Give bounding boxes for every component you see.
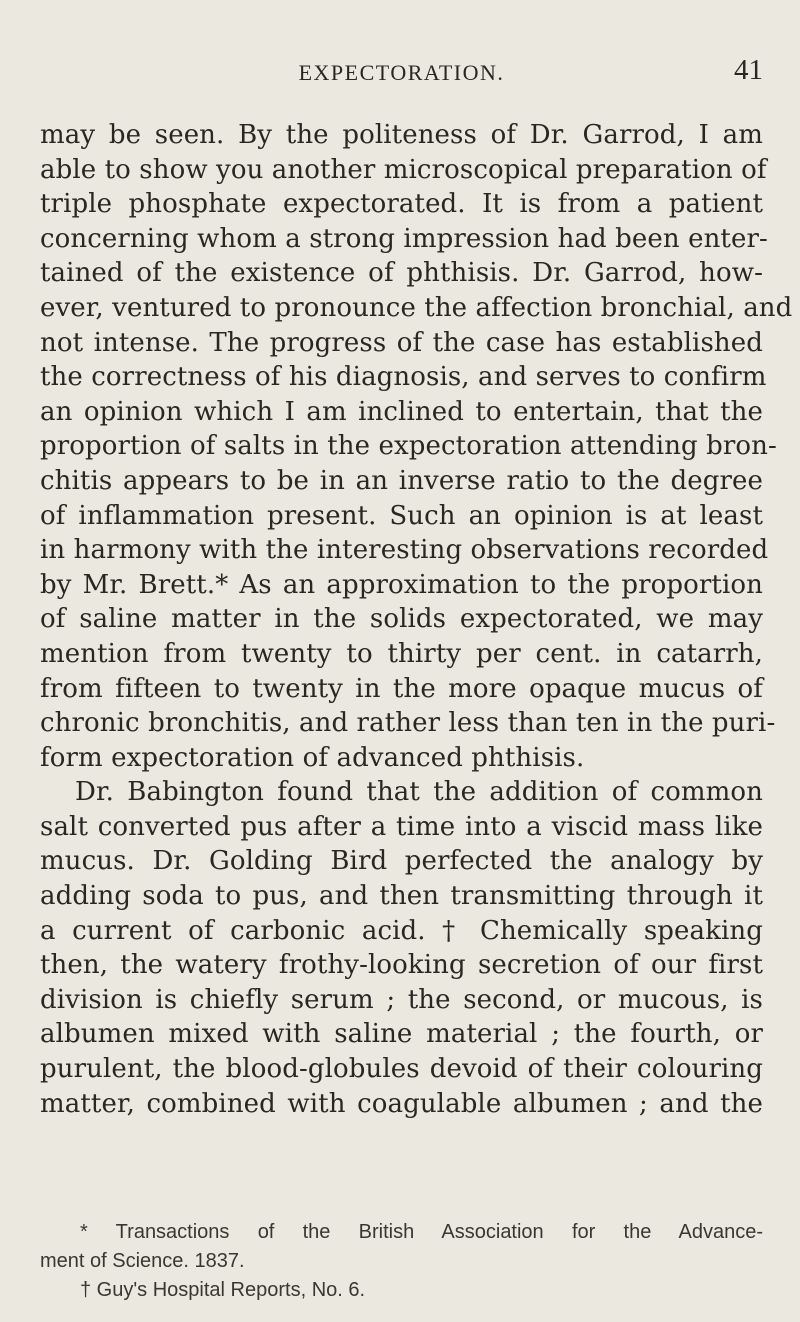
text-line: a current of carbonic acid. † Chemically speaking xyxy=(40,915,763,946)
text-line: tained of the existence of phthisis. Dr. Garrod, how- xyxy=(40,258,763,289)
footnote-line: ment of Science. 1837. xyxy=(40,1250,245,1272)
text-line: triple phosphate expectorated. It is from a patient xyxy=(40,189,763,220)
text-line: purulent, the blood-globules devoid of their colouring xyxy=(40,1054,763,1085)
footnote-line: * Transactions of the British Association for the Advance- xyxy=(80,1221,763,1243)
text-line: mention from twenty to thirty per cent. in catarrh, xyxy=(40,638,763,669)
text-line: of saline matter in the solids expectorated, we may xyxy=(40,604,763,635)
text-line: the correctness of his diagnosis, and serves to confirm xyxy=(40,362,767,393)
body-text xyxy=(40,118,793,1121)
text-line: chronic bronchitis, and rather less than ten in the puri- xyxy=(40,708,776,739)
text-line: from fifteen to twenty in the more opaque mucus of xyxy=(40,673,763,704)
footnote-line: † Guy's Hospital Reports, No. 6. xyxy=(80,1279,366,1301)
text-line: chitis appears to be in an inverse ratio to the degree xyxy=(40,465,763,496)
text-line: may be seen. By the politeness of Dr. Garrod, I am xyxy=(40,120,763,150)
text-line: albumen mixed with saline material ; the fourth, or xyxy=(40,1019,763,1050)
text-line: division is chiefly serum ; the second, or mucous, is xyxy=(40,984,763,1015)
text-line: mucus. Dr. Golding Bird perfected the analogy by xyxy=(40,846,763,877)
text-line: an opinion which I am inclined to entertain, that the xyxy=(40,396,763,427)
text-line: concerning whom a strong impression had been enter- xyxy=(40,223,768,254)
text-line: by Mr. Brett.* As an approximation to the proportion xyxy=(40,569,763,600)
text-line: proportion of salts in the expectoration attending bron- xyxy=(40,431,777,462)
text-line: able to show you another microscopical preparation of xyxy=(40,154,767,185)
text-line: adding soda to pus, and then transmitting through it xyxy=(40,881,763,912)
text-line: matter, combined with coagulable albumen ; and the xyxy=(40,1088,763,1119)
text-line: not intense. The progress of the case has established xyxy=(40,327,763,358)
running-title: EXPECTORATION. xyxy=(298,60,505,85)
text-line: ever, ventured to pronounce the affection bronchial, and xyxy=(40,292,793,323)
text-line: of inflammation present. Such an opinion is at least xyxy=(40,500,763,531)
text-line: salt converted pus after a time into a viscid mass like xyxy=(40,811,763,842)
page-number: 41 xyxy=(734,54,763,86)
running-head xyxy=(40,54,763,100)
footnotes xyxy=(40,1218,763,1305)
text-line: in harmony with the interesting observations recorded xyxy=(40,535,769,566)
text-line: then, the watery frothy-looking secretion of our first xyxy=(40,950,763,981)
text-line: form expectoration of advanced phthisis. xyxy=(40,742,585,773)
text-line: Dr. Babington found that the addition of common xyxy=(75,777,763,808)
